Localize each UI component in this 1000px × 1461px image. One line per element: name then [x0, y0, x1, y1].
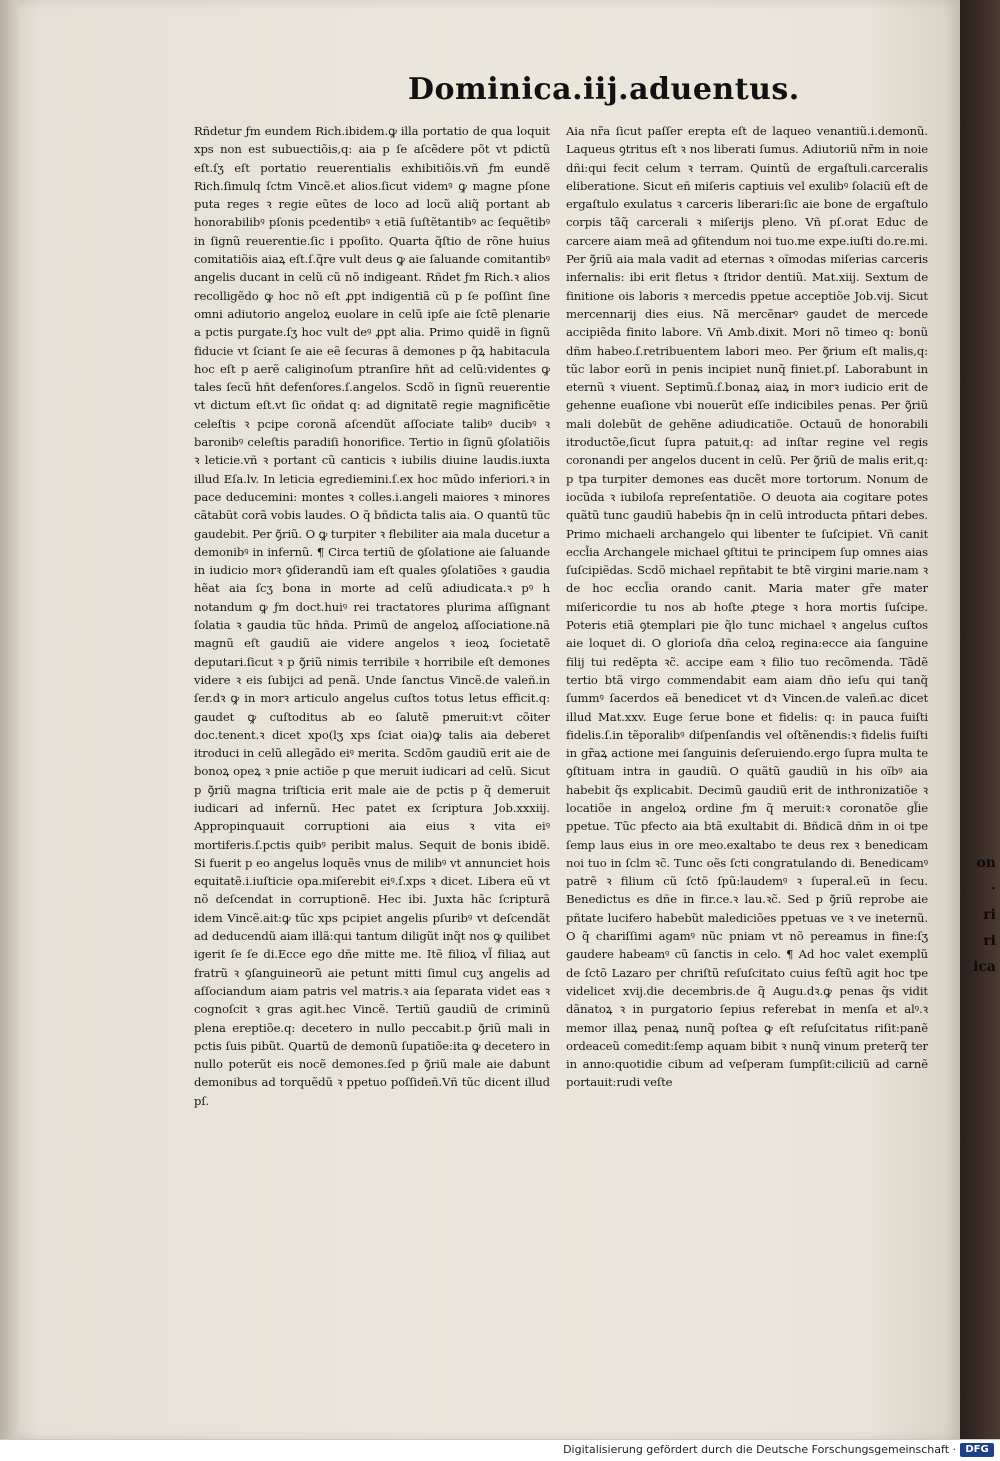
running-title: Dominica.iij.aduentus. [408, 72, 800, 107]
footer-credit: Digitalisierung gefördert durch die Deutsche Forschungsgemeinschaft · [563, 1443, 956, 1456]
fragment-line: ri [983, 907, 996, 923]
digitization-footer [0, 1439, 1000, 1461]
paragraph: Aia nr̃a ſicut paſſer erepta eſt de laqueo venantiũ.i.demonũ. Laqueus ꝯtritus eſt ꝛ nos liberati ſumus. Adiutoriũ nr̃m in noie dñi:qui fecit celum ꝛ terram. Quintũ de ergaſtuli.carceralis eliberatione. Sicut eñ miſeris captiuis vel exulibꝰ ſolaciũ eſt de ergaſtulo exulatus ꝛ carceris liberari:ſic aie bone de ergaſtulo corpis tãq̃ carcerali ꝛ miſerijs pleno. Vñ pſ.orat Educ de carcere aiam meã ad ꝯfitendum noi tuo.me expe.iuſti do.re.mi. Per ꝯ̃riũ aia mala vadit ad eternas ꝛ oĩmodas miſerias carceris infernalis: ibi erit fletus ꝛ ſtridor dentiũ. Mat.xiij. Sextum de finitione ois laboris ꝛ mercedis ppetue acceptiõe Job.vij. Sicut mercennarij dies eius. Nã mercẽnarꝰ gaudet de mercede accipiẽda finito labore. Vñ Amb.dixit. Mori nõ timeo q: bonũ dñm habeo.ſ.retribuentem labori meo. Per ꝯ̃rium eſt malis,q: tũc labor eorũ in penis incipiet nunq̃ finiet.pſ. Laborabunt in eternũ ꝛ viuent. Septimũ.ſ.bonaꝝ aiaꝝ in morꝛ iudicio erit de gehenne euaſione vbi nouerũt eſſe indicibiles penas. Per ꝯ̃riũ mali dolebũt de gehẽne adiudicatiõe. Octauũ de honorabili itroductõe,ſicut ſupra patuit,q: ad inſtar regine vel regis coronandi per angelos ducent in celũ. Per ꝯ̃riũ de malis erit,q: p tpa turpiter demones eas ducẽt more tortorum. Nonum de iocũda ꝛ iubiloſa repreſentatiõe. O deuota aia cogitare potes quãtũ tunc gaudiũ habebis q̃n in celũ introducta pñtari debes. Primo michaeli archangelo qui libenter te ſuſcipiet. Vñ canit eccl̃ia Archangele michael ꝯſtitui te principem ſup omnes aias ſuſcipiẽdas. Scdõ michael repñtabit te btẽ virgini marie.nam ꝛ de hoc eccl̃ia orando canit. Maria mater gr̃e mater miſericordie tu nos ab hoſte ꝓtege ꝛ hora mortis ſuſcipe. Poteris etiã ꝯtemplari pie q̃lo tunc michael ꝛ angelus cuſtos aie loquet di. O glorioſa dña celoꝝ regina:ecce aia ſanguine filij tui redẽpta ꝛc̃. accipe eam ꝛ filio tuo recõmenda. Tãdẽ tertio btã virgo commendabit eam aiam dño ieſu qui tanq̃ ſummꝰ ſacerdos eã benedicet vt dꝛ Vincen.de valeñ.ac dicet illud Mat.xxv. Euge ſerue bone et fidelis: q: in pauca fuiſti fidelis.ſ.in tẽporalibꝰ diſpenſandis vel oſtẽnendis:ꝛ fidelis fuiſti in gr̃aꝝ actione mei ſanguinis deſeruiendo.ergo ſupra multa te ꝯſtituam intra in gaudiũ. O quãtũ gaudiũ in his oĩbꝰ aia habebit q̃s explicabit. Decimũ gaudiũ erit de inthronizatiõe ꝛ locatiõe in angeloꝝ ordine ƒm q̃ meruit:ꝛ coronatõe gl̃ie ppetue. Tũc pfecto aia btã exultabit di. Bñdicã dñm in oi tpe ſemp laus eius in ore meo.exaltabo te deus rex ꝛ benedicam noi tuo in ſclm ꝛc̃. Tunc oẽs ſcti congratulando di. Benedicamꝰ patrẽ ꝛ filium cũ ſctõ ſpũ:laudemꝰ ꝛ ſuperal.eũ in ſecu. Benedictus es dñe in fir.ce.ꝛ lau.ꝛc̃. Sed p ꝯ̃riũ reprobe aie pñtate lucifero habebũt malediciões ppetuas ve ꝛ ve ineternũ. O q̃ chariſſimi agamꝰ nũc pniam vt nõ pereamus in fine:ſʒ gaudere habeamꝰ cũ ſanctis in celo. ¶ Ad hoc valet exemplũ de ſctõ Lazaro per chriſtũ reſuſcitato cuius feſtũ agit hoc tpe videlicet xvij.die decembris.de q̃ Augu.dꝛ.ꝙ penas q̃s vidit dãnatoꝝ ꝛ in purgatorio ſepius referebat in menſa et alꝰ.ꝛ memor illaꝝ penaꝝ nunq̃ poſtea ꝙ eſt reſuſcitatus riſit:panẽ ordeaceũ comedit:ſemp aquam bibit ꝛ nunq̃ vinum preterq̃ ter in anno:quotidie cibum ad veſperam ſumpſit:ciliciũ ad carnẽ portauit:rudi veſte [566, 124, 928, 1090]
text-column-left [194, 122, 550, 1110]
fragment-line: on [976, 855, 996, 871]
fragment-line: · [991, 881, 996, 897]
fragment-line: ri [983, 933, 996, 949]
paragraph: Rñdetur ƒm eundem Rich.ibidem.ꝙ illa portatio de qua loquit xps non est subuectiõis,q: aia p ſe aſcẽdere põt vt pdictũ eſt.ſʒ eſt portatio reuerentialis exhibitiõis.vñ ƒm eundẽ Rich.ſimulq ſctm Vincẽ.et alios.ſicut videmꝰ ꝙ magne pſone puta reges ꝛ regie eũtes de loco ad locũ aliq̃ portant ab honorabilibꝰ pſonis pcedentibꝰ ꝛ etiã ſuſtẽtantibꝰ ac ſequẽtibꝰ in ſignũ reuerentie.ſic i ppoſito. Quarta q̃ſtio de rõne huius comitatiõis aiaꝝ eſt.ſ.q̃re vult deus ꝙ aie ſaluande comitantibꝰ angelis ducant in celũ cũ nõ indigeant. Rñdet ƒm Rich.ꝛ alios recolligẽdo ꝙ hoc nõ eſt ꝓpt indigentiã cũ p ſe poſſint ſine omni adiutorio angeloꝝ euolare in celũ ipſe aie ſctẽ plenarie a pctis purgate.ſʒ hoc vult deꝰ ꝓpt alia. Primo quidẽ in ſignũ fiducie vt ſciant ſe aie eẽ ſecuras ã demones p q̃ꝝ habitacula hoc eſt p aerẽ caliginoſum ptranſire hñt ad celũ:videntes ꝙ tales ſecũ hñt defenſores.ſ.angelos. Scdõ in ſignũ reuerentie vt dictum eſt.vt ſic oñdat q: ad dignitatẽ regie magnificẽtie celeſtis ꝛ pcipe coronã aſcendũt aſſociate talibꝰ ducibꝰ ꝛ baronibꝰ celeſtis paradiſi honorifice. Tertio in ſignũ ꝯſolatiõis ꝛ leticie.vñ ꝛ portant cũ canticis ꝛ iubilis diuine laudis.iuxta illud Eſa.lv. In leticia egrediemini.ſ.ex hoc mũdo inferiori.ꝛ in pace deducemini: montes ꝛ colles.i.angeli maiores ꝛ minores cãtabũt corã vobis laudes. O q̃ bñdicta talis aia. O quantũ tũc gaudebit. Per ꝯ̃riũ. O ꝙ turpiter ꝛ flebiliter aia mala ducetur a demonibꝰ in infernũ. ¶ Circa tertiũ de ꝯſolatione aie ſaluande in iudicio morꝛ ꝯſiderandũ iam eſt quales ꝯſolatiões ꝛ gaudia hẽat aia ſcʒ bona in morte ad celũ adiudicata.ꝛ pꝰ h notandum ꝙ ƒm doct.huiꝰ rei tractatores plurima aſſignant ſolatia ꝛ gaudia tũc hñda. Primũ de angeloꝝ aſſociatione.nã magnũ eſt gaudiũ aie videre angelos ꝛ ieoꝝ ſocietatẽ deputari.ſicut ꝛ p ꝯ̃riũ nimis terribile ꝛ horribile eſt demones videre ꝛ eis ſubijci ad penã. Unde ſanctus Vincẽ.de valeñ.in ſer.dꝛ ꝙ in morꝛ articulo angelus cuſtos totus letus efficit.q: gaudet ꝙ cuſtoditus ab eo ſalutẽ pmeruit:vt cõiter doc.tenent.ꝛ dicet xpo(lʒ xps ſciat oia)ꝙ talis aia deberet itroduci in celũ allegãdo eiꝰ merita. Scdõm gaudiũ erit aie de bonoꝝ opeꝝ ꝛ pnie actiõe p que meruit iudicari ad celũ. Sicut p ꝯ̃riũ magna triſticia erit male aie de pctis p q̃ demeruit iudicari ad infernũ. Hec patet ex ſcriptura Job.xxxiij. Appropinquauit corruptioni aia eius ꝛ vita eiꝰ mortiferis.ſ.pctis quibꝰ peribit malus. Sequit de bonis ibidẽ. Si fuerit p eo angelus loquẽs vnus de milibꝰ vt annunciet hois equitatẽ.i.iuſticie opa.miſerebit eiꝰ.ſ.xps ꝛ dicet. Libera eũ vt nõ deſcendat in corruptionẽ. Hec ibi. Juxta hãc ſcripturã idem Vincẽ.ait:ꝙ tũc xps pcipiet angelis pſuribꝰ vt deſcendãt ad deducendũ aiam illã:qui tantum diligũt inq̃t nos ꝙ quilibet igerit ſe ſe di.Ecce ego dñe mitte me. Itẽ filioꝝ vl̃ filiaꝝ aut fratrũ ꝛ ꝯſanguineorũ aie petunt mitti ſimul cuʒ angelis ad aſſociandum aiam patris vel matris.ꝛ aia ſeparata videt eas ꝛ cognoſcit ꝛ gras agit.hec Vincẽ. Tertiũ gaudiũ de criminũ plena ereptiõe.q: decetero in nullo peccabit.p ꝯ̃riũ mali in pctis ſuis pibũt. Quartũ de demonũ ſupatiõe:ita ꝙ decetero in nullo poterũt eis nocẽ demones.ſed p ꝯ̃riũ male aie dabunt demonibus ad torquẽdũ ꝛ ppetuo poſſideñ.Vñ tũc dicent illud pſ. [194, 124, 550, 1108]
dfg-logo-icon: DFG [960, 1443, 994, 1457]
page-gutter [0, 0, 18, 1440]
text-column-right [566, 122, 928, 1092]
fragment-line: ica [973, 959, 996, 975]
adjacent-page-fragment [962, 850, 996, 980]
